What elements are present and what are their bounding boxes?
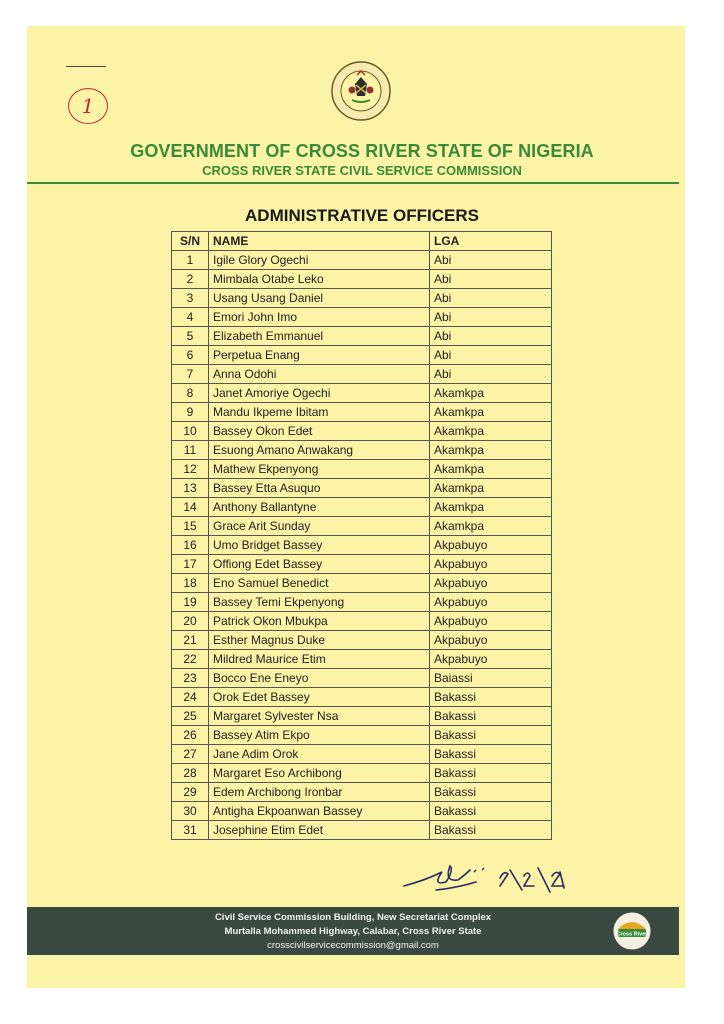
footer-email: crosscivilservicecommission@gmail.com: [267, 940, 439, 951]
cell-sn: 23: [172, 669, 209, 688]
cell-sn: 31: [172, 821, 209, 840]
cell-lga: Baiassi: [430, 669, 552, 688]
cell-lga: Akamkpa: [430, 460, 552, 479]
cell-sn: 7: [172, 365, 209, 384]
cell-lga: Akamkpa: [430, 441, 552, 460]
cell-name: Perpetua Enang: [209, 346, 430, 365]
table-row: [172, 270, 552, 289]
cell-name: Esuong Amano Anwakang: [209, 441, 430, 460]
cell-name: Esther Magnus Duke: [209, 631, 430, 650]
table-row: [172, 650, 552, 669]
table-row: [172, 707, 552, 726]
cell-sn: 30: [172, 802, 209, 821]
cell-lga: Bakassi: [430, 821, 552, 840]
cell-lga: Bakassi: [430, 707, 552, 726]
table-row: [172, 346, 552, 365]
cell-sn: 8: [172, 384, 209, 403]
cell-sn: 28: [172, 764, 209, 783]
cell-sn: 11: [172, 441, 209, 460]
cell-name: Antigha Ekpoanwan Bassey: [209, 802, 430, 821]
commission-subtitle: CROSS RIVER STATE CIVIL SERVICE COMMISSION: [202, 163, 522, 178]
cell-lga: Akamkpa: [430, 422, 552, 441]
table-row: [172, 327, 552, 346]
table-row: [172, 726, 552, 745]
cell-sn: 9: [172, 403, 209, 422]
page-number-dash: [66, 66, 106, 67]
cell-sn: 1: [172, 251, 209, 270]
cell-lga: Akamkpa: [430, 384, 552, 403]
cell-sn: 21: [172, 631, 209, 650]
cell-lga: Bakassi: [430, 764, 552, 783]
cell-sn: 19: [172, 593, 209, 612]
cell-name: Eno Samuel Benedict: [209, 574, 430, 593]
cell-sn: 20: [172, 612, 209, 631]
cell-lga: Akpabuyo: [430, 555, 552, 574]
table-row: [172, 745, 552, 764]
cell-name: Josephine Etim Edet: [209, 821, 430, 840]
cell-lga: Akamkpa: [430, 403, 552, 422]
cell-lga: Abi: [430, 346, 552, 365]
cell-name: Janet Amoriye Ogechi: [209, 384, 430, 403]
table-body: [172, 251, 552, 840]
government-title: GOVERNMENT OF CROSS RIVER STATE OF NIGERIA: [130, 141, 594, 161]
table-row: [172, 593, 552, 612]
table-row: [172, 612, 552, 631]
column-header-lga: LGA: [430, 232, 552, 251]
table-header-row: [172, 232, 552, 251]
cell-lga: Akamkpa: [430, 517, 552, 536]
table-row: [172, 555, 552, 574]
cell-name: Elizabeth Emmanuel: [209, 327, 430, 346]
cell-name: Patrick Okon Mbukpa: [209, 612, 430, 631]
cell-lga: Akamkpa: [430, 479, 552, 498]
table-row: [172, 403, 552, 422]
cell-lga: Akamkpa: [430, 498, 552, 517]
table-row: [172, 289, 552, 308]
cell-sn: 4: [172, 308, 209, 327]
cell-sn: 18: [172, 574, 209, 593]
cross-river-badge-icon: [612, 911, 652, 951]
table-row: [172, 574, 552, 593]
table-row: [172, 384, 552, 403]
column-header-name: NAME: [209, 232, 430, 251]
cell-name: Mimbala Otabe Leko: [209, 270, 430, 289]
cell-name: Anna Odohi: [209, 365, 430, 384]
cell-sn: 26: [172, 726, 209, 745]
cell-lga: Bakassi: [430, 802, 552, 821]
cell-sn: 12: [172, 460, 209, 479]
cell-sn: 10: [172, 422, 209, 441]
table-row: [172, 251, 552, 270]
footer-address-line1: Civil Service Commission Building, New Secretariat Complex: [214, 912, 492, 923]
cell-lga: Abi: [430, 251, 552, 270]
cell-lga: Bakassi: [430, 745, 552, 764]
page-number: 1: [81, 94, 95, 118]
cell-lga: Abi: [430, 308, 552, 327]
cell-sn: 25: [172, 707, 209, 726]
cell-lga: Akpabuyo: [430, 574, 552, 593]
cell-name: Umo Bridget Bassey: [209, 536, 430, 555]
cell-name: Bocco Ene Eneyo: [209, 669, 430, 688]
cell-sn: 15: [172, 517, 209, 536]
commission-seal-icon: [330, 60, 392, 122]
table-row: [172, 498, 552, 517]
cell-lga: Akpabuyo: [430, 593, 552, 612]
cell-sn: 6: [172, 346, 209, 365]
table-row: [172, 479, 552, 498]
table-row: [172, 802, 552, 821]
table-row: [172, 764, 552, 783]
cell-sn: 16: [172, 536, 209, 555]
cell-name: Orok Edet Bassey: [209, 688, 430, 707]
column-header-sn: S/N: [172, 232, 209, 251]
table-row: [172, 308, 552, 327]
table-row: [172, 783, 552, 802]
cell-name: Jane Adim Orok: [209, 745, 430, 764]
document-heading: ADMINISTRATIVE OFFICERS: [245, 206, 479, 225]
cell-name: Margaret Eso Archibong: [209, 764, 430, 783]
table-row: [172, 631, 552, 650]
cell-lga: Bakassi: [430, 688, 552, 707]
cell-name: Offiong Edet Bassey: [209, 555, 430, 574]
handwritten-signature: [396, 852, 596, 898]
cell-lga: Akpabuyo: [430, 536, 552, 555]
cell-name: Emori John Imo: [209, 308, 430, 327]
cell-lga: Akpabuyo: [430, 650, 552, 669]
cell-name: Edem Archibong Ironbar: [209, 783, 430, 802]
table-row: [172, 669, 552, 688]
cell-sn: 29: [172, 783, 209, 802]
cell-sn: 5: [172, 327, 209, 346]
cell-name: Igile Glory Ogechi: [209, 251, 430, 270]
page-number-circle: [68, 88, 108, 124]
cell-lga: Akpabuyo: [430, 631, 552, 650]
cell-lga: Akpabuyo: [430, 612, 552, 631]
cell-name: Usang Usang Daniel: [209, 289, 430, 308]
cell-lga: Abi: [430, 327, 552, 346]
table-row: [172, 441, 552, 460]
cell-sn: 3: [172, 289, 209, 308]
cell-name: Mildred Maurice Etim: [209, 650, 430, 669]
cell-name: Mathew Ekpenyong: [209, 460, 430, 479]
cell-sn: 22: [172, 650, 209, 669]
cell-sn: 27: [172, 745, 209, 764]
cell-sn: 17: [172, 555, 209, 574]
table-row: [172, 536, 552, 555]
cell-name: Bassey Okon Edet: [209, 422, 430, 441]
table-row: [172, 688, 552, 707]
table-row: [172, 460, 552, 479]
cell-name: Margaret Sylvester Nsa: [209, 707, 430, 726]
cell-name: Anthony Ballantyne: [209, 498, 430, 517]
cell-name: Bassey Etta Asuquo: [209, 479, 430, 498]
footer-band: [27, 907, 679, 955]
table-row: [172, 517, 552, 536]
cell-name: Bassey Temi Ekpenyong: [209, 593, 430, 612]
cell-lga: Bakassi: [430, 726, 552, 745]
cell-sn: 2: [172, 270, 209, 289]
cell-lga: Abi: [430, 289, 552, 308]
table-row: [172, 821, 552, 840]
table-row: [172, 422, 552, 441]
cell-name: Mandu Ikpeme Ibitam: [209, 403, 430, 422]
svg-text:Cross River: Cross River: [616, 931, 648, 938]
cell-sn: 24: [172, 688, 209, 707]
footer-address-line2: Murtalla Mohammed Highway, Calabar, Cross River State: [224, 926, 482, 937]
table-row: [172, 365, 552, 384]
cell-sn: 14: [172, 498, 209, 517]
header-divider: [27, 182, 679, 184]
cell-lga: Bakassi: [430, 783, 552, 802]
cell-sn: 13: [172, 479, 209, 498]
cell-lga: Abi: [430, 270, 552, 289]
cell-lga: Abi: [430, 365, 552, 384]
cell-name: Bassey Atim Ekpo: [209, 726, 430, 745]
officers-table: [171, 231, 552, 840]
cell-name: Grace Arit Sunday: [209, 517, 430, 536]
